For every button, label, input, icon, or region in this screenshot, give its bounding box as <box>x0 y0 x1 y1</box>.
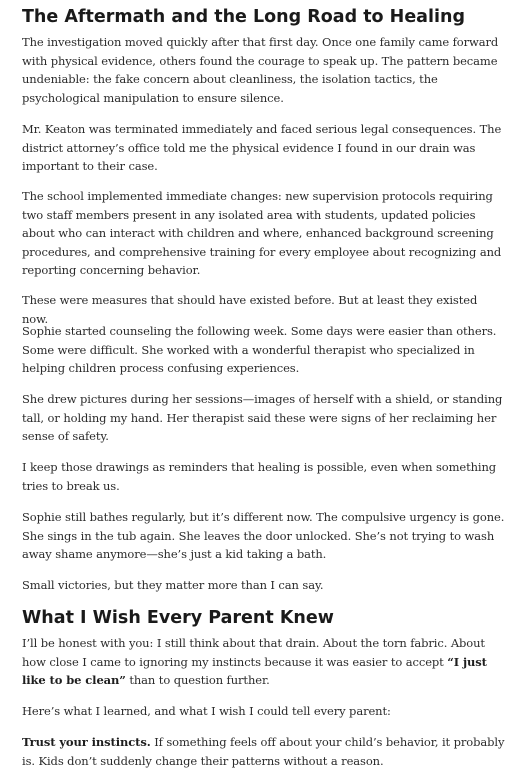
paragraph: These were measures that should have existed before. But at least they existed now. <box>22 293 478 326</box>
quoted-phrase: “I just like to be clean” <box>22 654 487 687</box>
paragraph: Small victories, but they matter more than I can say. <box>22 578 324 592</box>
section-heading-aftermath: The Aftermath and the Long Road to Healing <box>22 7 465 27</box>
paragraph: The investigation moved quickly after that first day. Once one family came forward with physical evidence, others found the courage to speak up. The pattern became undeniable: the fake concern about cleanliness, the isolation tactics, the psychological manipulation to ensure silence. <box>22 35 499 105</box>
tip-title: Trust your instincts. <box>22 735 151 749</box>
intro-paragraph <box>22 634 506 690</box>
paragraph: Sophie started counseling the following week. Some days were easier than others. Some were difficult. She worked with a wonderful therapist who specialized in helping children process confusing experiences. <box>22 324 497 375</box>
intro-text-after: than to question further. <box>125 673 270 687</box>
lead-paragraph: Here’s what I learned, and what I wish I could tell every parent: <box>22 704 391 718</box>
tip-paragraph <box>22 733 506 770</box>
paragraph: She drew pictures during her sessions—images of herself with a shield, or standing tall, or holding my hand. Her therapist said these were signs of her reclaiming her sense of safety. <box>22 392 503 443</box>
section-heading-parent-advice: What I Wish Every Parent Knew <box>22 608 334 628</box>
tip-text: If something feels off about your child’s behavior, it probably is. Kids don’t suddenly change their patterns without a reason. <box>22 735 505 768</box>
intro-text-before: I’ll be honest with you: I still think about that drain. About the torn fabric. About how close I came to ignoring my instincts because it was easier to accept <box>22 636 485 669</box>
paragraph: I keep those drawings as reminders that healing is possible, even when something tries to break us. <box>22 460 497 493</box>
paragraph: Sophie still bathes regularly, but it’s different now. The compulsive urgency is gone. She sings in the tub again. She leaves the door unlocked. She’s not trying to wash away shame anymore—she’s just a kid taking a bath. <box>22 510 505 561</box>
paragraph: The school implemented immediate changes: new supervision protocols requiring two staff members present in any isolated area with students, updated policies about who can interact with children and where, enhanced background screening procedures, and comprehensive training for every employee about recognizing and reporting concerning behavior. <box>22 189 502 277</box>
paragraph: Mr. Keaton was terminated immediately and faced serious legal consequences. The district attorney’s office told me the physical evidence I found in our drain was important to their case. <box>22 122 502 173</box>
